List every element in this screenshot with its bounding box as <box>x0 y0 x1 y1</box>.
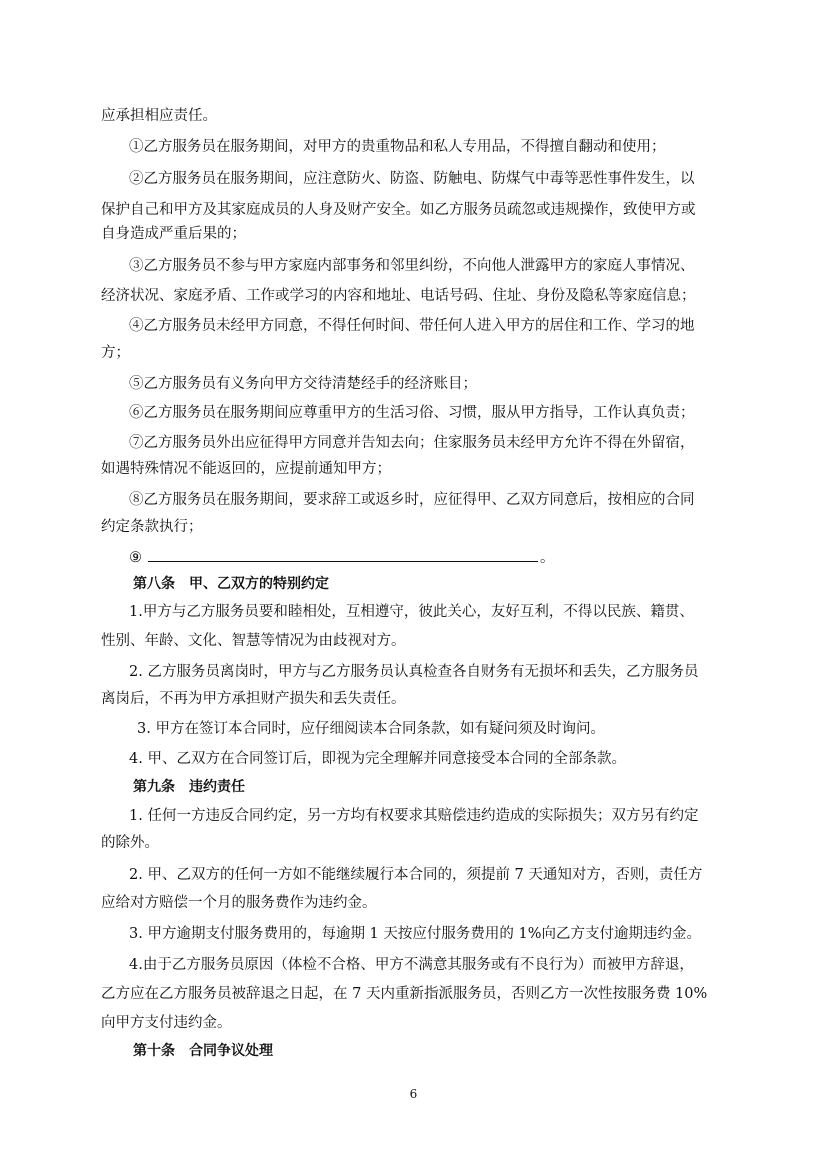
text-line: ⑤乙方服务员有义务向甲方交待清楚经手的经济账目； <box>129 376 477 392</box>
text-line: 乙方应在乙方服务员被辞退之日起，在 7 天内重新指派服务员，否则乙方一次性按服务费 10% <box>101 986 708 1002</box>
text-line: 3. 甲方在签订本合同时，应仔细阅读本合同条款，如有疑问须及时询问。 <box>137 721 605 737</box>
text-line: ②乙方服务员在服务期间，应注意防火、防盗、防触电、防煤气中毒等恶性事件发生，以 <box>129 171 695 187</box>
text-line: 应承担相应责任。 <box>101 108 217 124</box>
text-line: 4. 甲、乙双方在合同签订后，即视为完全理解并同意接受本合同的全部条款。 <box>129 751 626 767</box>
text-line: ⑥乙方服务员在服务期间应尊重甲方的生活习俗、习惯，服从甲方指导，工作认真负责； <box>129 405 695 421</box>
section-heading-8: 第八条 甲、乙双方的特别约定 <box>133 576 329 592</box>
text-line: 向甲方支付违约金。 <box>101 1015 232 1031</box>
text-line: ⑧乙方服务员在服务期间，要求辞工或返乡时，应征得甲、乙双方同意后，按相应的合同 <box>129 492 695 508</box>
section-heading-9: 第九条 违约责任 <box>133 779 245 795</box>
text-line: 保护自己和甲方及其家庭成员的人身及财产安全。如乙方服务员疏忽或违规操作，致使甲方或 <box>101 202 696 218</box>
text-line: ⑦乙方服务员外出应征得甲方同意并告知去向；住家服务员未经甲方允许不得在外留宿， <box>129 435 695 451</box>
text-line: 应给对方赔偿一个月的服务费作为违约金。 <box>101 895 377 911</box>
blank-underline <box>148 547 538 562</box>
text-line: 1. 任何一方违反合同约定，另一方均有权要求其赔偿违约造成的实际损失；双方另有约定 <box>129 808 699 824</box>
item-end: 。 <box>540 550 555 566</box>
text-line: 性别、年龄、文化、智慧等情况为由歧视对方。 <box>101 633 406 649</box>
text-line: ③乙方服务员不参与甲方家庭内部事务和邻里纠纷，不向他人泄露甲方的家庭人事情况、 <box>129 258 695 274</box>
section-heading-10: 第十条 合同争议处理 <box>133 1043 273 1059</box>
text-line: 1.甲方与乙方服务员要和睦相处，互相遵守，彼此关心，友好互利，不得以民族、籍贯、 <box>129 604 694 620</box>
blank-fill-line <box>129 547 555 568</box>
text-line: 经济状况、家庭矛盾、工作或学习的内容和地址、电话号码、住址、身份及隐私等家庭信息； <box>101 288 696 304</box>
text-line: 自身造成严重后果的； <box>101 226 246 242</box>
page-number: 6 <box>409 1087 418 1101</box>
text-line: 离岗后，不再为甲方承担财产损失和丢失责任。 <box>101 691 406 707</box>
text-line: 4.由于乙方服务员原因（体检不合格、甲方不满意其服务或有不良行为）而被甲方辞退， <box>129 957 694 973</box>
text-line: ④乙方服务员未经甲方同意，不得任何时间、带任何人进入甲方的居住和工作、学习的地 <box>129 318 695 334</box>
item-marker: ⑨ <box>129 550 142 566</box>
text-line: 如遇特殊情况不能返回的，应提前通知甲方； <box>101 461 391 477</box>
text-line: 2. 甲、乙双方的任何一方如不能继续履行本合同的，须提前 7 天通知对方，否则，责任方 <box>129 867 703 883</box>
text-line: ①乙方服务员在服务期间，对甲方的贵重物品和私人专用品，不得擅自翻动和使用； <box>129 139 666 155</box>
text-line: 3. 甲方逾期支付服务费用的，每逾期 1 天按应付服务费用的 1%向乙方支付逾期违约金。 <box>129 926 701 942</box>
text-line: 2. 乙方服务员离岗时，甲方与乙方服务员认真检查各自财务有无损坏和丢失，乙方服务员 <box>129 664 699 680</box>
text-line: 的除外。 <box>101 835 159 851</box>
text-line: 方； <box>101 345 130 361</box>
text-line: 约定条款执行； <box>101 519 203 535</box>
